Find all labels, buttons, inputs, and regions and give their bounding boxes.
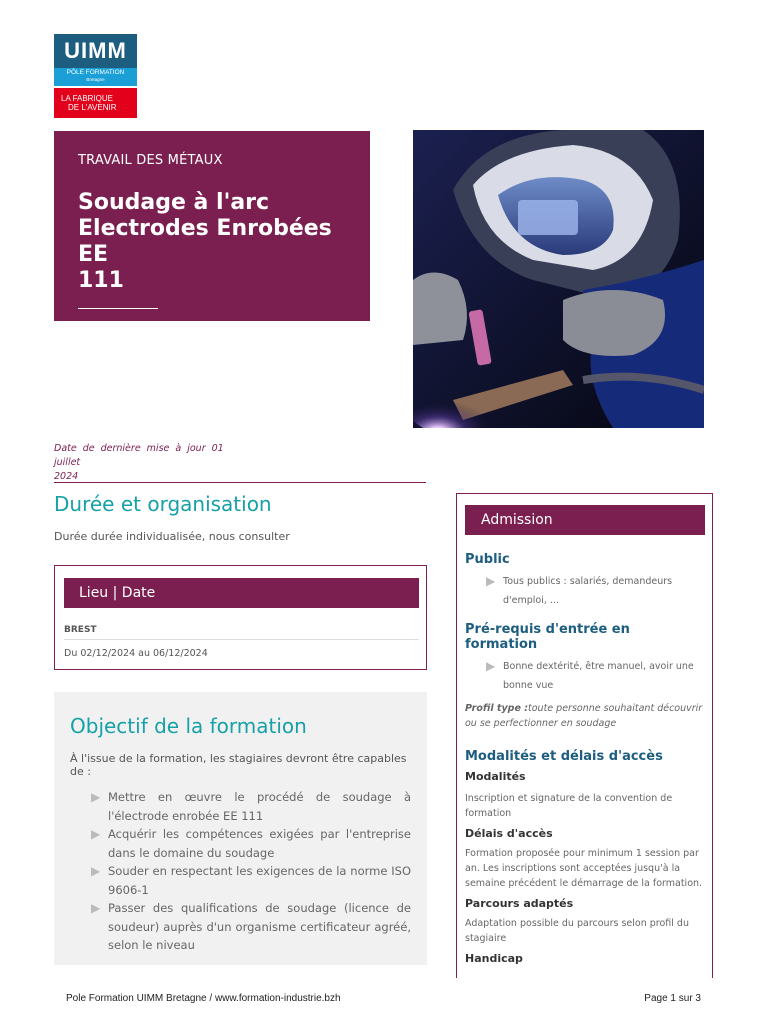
duree-heading: Durée et organisation xyxy=(54,492,272,516)
footer-page-number: Page 1 sur 3 xyxy=(644,993,701,1004)
prereq-heading: Pré-requis d'entrée en formation xyxy=(465,622,630,652)
profil-text: toute personne souhaitant découvrir ou se perfectionner en soudage xyxy=(465,703,703,729)
profil-type xyxy=(465,701,706,731)
parcours-text: Adaptation possible du parcours selon profil du stagiaire xyxy=(465,918,689,944)
hero-divider xyxy=(78,308,158,309)
hero-category: TRAVAIL DES MÉTAUX xyxy=(78,153,223,168)
objectif-list xyxy=(70,788,411,955)
logo-line2: Bretagne xyxy=(86,76,105,82)
prereq-item: ▶ Bonne dextérité, être manuel, avoir une bonne vue xyxy=(486,659,694,691)
modalites-text: Inscription et signature de la convention de formation xyxy=(465,793,673,819)
triangle-bullet-icon: ▶ xyxy=(486,574,496,588)
modalites-subheading: Modalités xyxy=(465,770,526,783)
lieu-city: BREST xyxy=(64,625,97,635)
update-line1: Date de dernière mise à jour 01 juillet xyxy=(54,443,224,468)
logo-tag2: DE L'AVENIR xyxy=(68,103,117,112)
triangle-bullet-icon: ▶ xyxy=(91,864,101,878)
objectif-intro: À l'issue de la formation, les stagiaires devront être capables de : xyxy=(70,752,407,778)
list-item: ▶ Mettre en œuvre le procédé de soudage à l'électrode enrobée EE 111 xyxy=(91,790,411,823)
logo-tagline xyxy=(54,88,137,118)
duree-text: Durée durée individualisée, nous consulter xyxy=(54,530,290,543)
logo-brand: UIMM xyxy=(54,34,137,68)
title-line2: Electrodes Enrobées EE xyxy=(78,216,332,267)
last-update-date xyxy=(54,442,254,484)
uimm-logo xyxy=(54,34,137,118)
handicap-subheading: Handicap xyxy=(465,952,523,965)
title-line3: 111 xyxy=(78,268,124,293)
list-item: ▶ Passer des qualifications de soudage (licence de soudeur) auprès d'un organisme certificateur agréé, selon le niveau xyxy=(91,901,411,952)
lieu-dates: Du 02/12/2024 au 06/12/2024 xyxy=(64,648,208,659)
triangle-bullet-icon: ▶ xyxy=(91,790,101,804)
lieu-heading: Lieu | Date xyxy=(64,578,419,608)
profil-label: Profil type : xyxy=(465,703,529,714)
logo-line1: PÔLE FORMATION xyxy=(66,69,125,76)
admission-heading: Admission xyxy=(465,505,705,535)
public-item: ▶ Tous publics : salariés, demandeurs d'emploi, ... xyxy=(486,574,673,606)
admission-body xyxy=(465,552,706,965)
update-line2: 2024 xyxy=(54,471,79,482)
delais-subheading: Délais d'accès xyxy=(465,827,553,840)
list-item: ▶ Souder en respectant les exigences de la norme ISO 9606-1 xyxy=(91,864,411,897)
lieu-date-box xyxy=(54,565,427,670)
modalites-heading: Modalités et délais d'accès xyxy=(465,749,663,764)
logo-tag1: LA FABRIQUE xyxy=(61,94,114,103)
delais-text: Formation proposée pour minimum 1 session par an. Les inscriptions sont acceptées jusqu'à la semaine précédent le démarrage de la formation. xyxy=(465,848,703,889)
footer-site: Pole Formation UIMM Bretagne / www.formation-industrie.bzh xyxy=(66,993,341,1004)
list-item: ▶ Acquérir les compétences exigées par l'entreprise dans le domaine du soudage xyxy=(91,827,411,860)
admission-box xyxy=(456,493,713,978)
lieu-divider xyxy=(64,639,419,640)
welder-illustration xyxy=(413,130,704,428)
welder-photo xyxy=(413,130,704,428)
triangle-bullet-icon: ▶ xyxy=(486,659,496,673)
page-title xyxy=(78,190,346,294)
hero-banner xyxy=(54,131,370,321)
objectif-section xyxy=(54,692,427,965)
title-line1: Soudage à l'arc xyxy=(78,190,270,215)
objectif-heading: Objectif de la formation xyxy=(70,714,307,738)
section-divider xyxy=(54,482,426,483)
triangle-bullet-icon: ▶ xyxy=(91,901,101,915)
triangle-bullet-icon: ▶ xyxy=(91,827,101,841)
public-heading: Public xyxy=(465,552,510,567)
logo-subtitle xyxy=(54,68,137,86)
parcours-subheading: Parcours adaptés xyxy=(465,897,574,910)
